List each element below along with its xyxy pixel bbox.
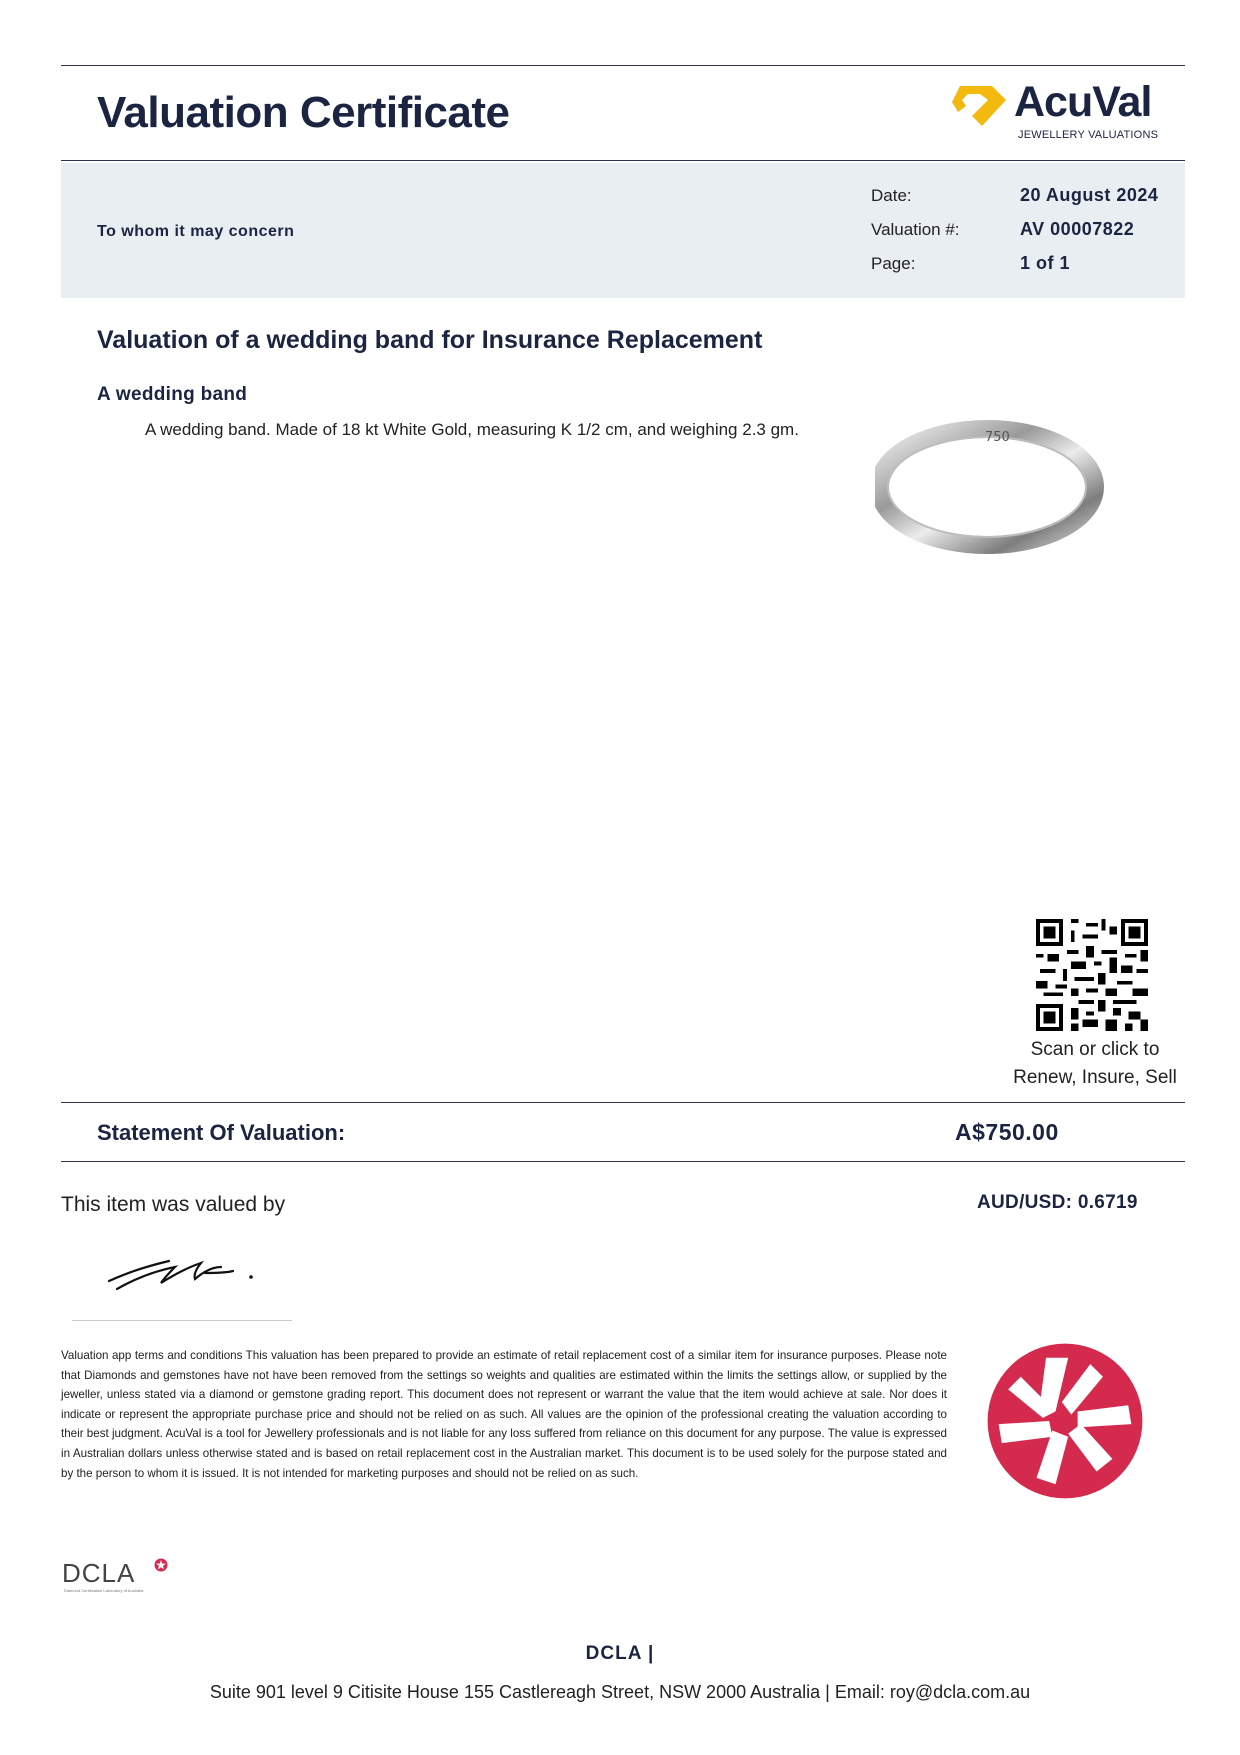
date-label: Date:	[871, 186, 912, 205]
qr-caption-line1: Scan or click to	[1030, 1039, 1160, 1060]
exchange-rate: AUD/USD: 0.6719	[977, 1192, 1138, 1213]
signature-line	[72, 1320, 292, 1321]
valuation-number-value: AV 00007822	[1020, 219, 1135, 239]
acuval-tagline: JEWELLERY VALUATIONS	[1018, 129, 1159, 141]
ring-photo	[875, 415, 1105, 605]
acuval-logo	[952, 78, 1162, 148]
qr-caption-line2: Renew, Insure, Sell	[1013, 1067, 1177, 1088]
footer-company: DCLA |	[585, 1643, 655, 1664]
statement-label: Statement Of Valuation:	[97, 1120, 346, 1145]
dcla-logo	[62, 1558, 172, 1594]
page-label: Page:	[871, 254, 916, 273]
footer-address: Suite 901 level 9 Citisite House 155 Castlereagh Street, NSW 2000 Australia | Email: roy@dcla.com.au	[209, 1682, 1031, 1702]
dcla-seal-icon	[986, 1342, 1144, 1500]
item-description: A wedding band. Made of 18 kt White Gold, measuring K 1/2 cm, and weighing 2.3 gm.	[145, 420, 799, 439]
valuation-number-label: Valuation #:	[871, 220, 960, 239]
top-divider	[61, 65, 1185, 66]
acuval-wordmark: AcuVal	[1014, 78, 1152, 126]
valued-by-text: This item was valued by	[61, 1193, 286, 1216]
statement-bottom-divider	[61, 1161, 1185, 1162]
ring-engraving: 750	[985, 430, 1010, 445]
date-value: 20 August 2024	[1020, 185, 1159, 205]
header-divider	[61, 160, 1185, 161]
valuation-heading: Valuation of a wedding band for Insurance Replacement	[97, 326, 763, 354]
valuer-signature	[105, 1243, 265, 1293]
dcla-logo-text: DCLA	[62, 1558, 136, 1588]
page-value: 1 of 1	[1020, 253, 1071, 273]
qr-code-icon[interactable]	[1036, 919, 1148, 1031]
terms-and-conditions: Valuation app terms and conditions This valuation has been prepared to provide an estimate of retail replacement cost of a similar item for insurance purposes. Please note that Diamonds and gemstones have not have been removed from the settings so weights and qualities are estimated within the limits the settings allow, or supplied by the jeweller, unless stated via a diamond or gemstone grading report. This document does not represent or warrant the value that the item would achieve at sale. Nor does it indicate or represent the appropriate purchase price and should not be relied on as such. All values are the opinion of the professional creating the valuation according to their best judgment. AcuVal is a tool for Jewellery professionals and is not liable for any loss suffered from reliance on this document for any purpose. The value is expressed in Australian dollars unless otherwise stated and is based on retail replacement cost in the Australian market. This document is to be used solely for the purpose stated and by the person to whom it is issued. It is not intended for marketing purposes and should not be relied on as such.	[61, 1349, 947, 1480]
page-title: Valuation Certificate	[97, 88, 510, 137]
item-title: A wedding band	[97, 384, 248, 405]
dcla-logo-subtext: Diamond Certification Laboratory of Australia	[64, 1588, 144, 1593]
dcla-star-icon	[154, 1558, 168, 1572]
addressee: To whom it may concern	[97, 223, 295, 240]
acuval-diamond-icon	[952, 80, 1012, 130]
statement-value: A$750.00	[955, 1119, 1059, 1145]
statement-top-divider	[61, 1102, 1185, 1103]
qr-caption	[1000, 1036, 1190, 1092]
